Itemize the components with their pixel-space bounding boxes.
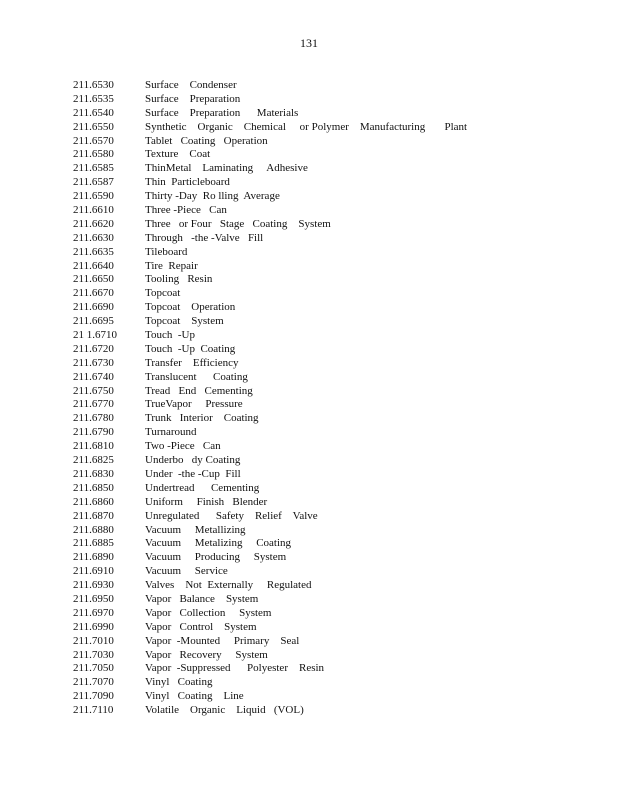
section-number: 211.6730 (73, 356, 114, 369)
defined-term: Tileboard (145, 245, 188, 258)
section-number: 211.6870 (73, 509, 114, 522)
section-number: 211.6910 (73, 565, 114, 578)
section-number: 211.6670 (73, 287, 114, 300)
defined-term: Tablet Coating Operation (145, 134, 268, 147)
list-item (73, 426, 593, 440)
page-number: 131 (300, 36, 318, 50)
list-item (73, 343, 593, 357)
section-number: 211.6585 (73, 162, 114, 175)
section-number: 211.7050 (73, 662, 114, 675)
defined-term: Vapor Collection System (145, 606, 272, 619)
section-number: 211.6970 (73, 606, 114, 619)
section-number: 211.6770 (73, 398, 114, 411)
defined-term: Three -Piece Can (145, 204, 227, 217)
defined-term: Surface Preparation Materials (145, 106, 299, 119)
section-number: 211.7110 (73, 704, 114, 717)
defined-term: Tread End Cementing (145, 384, 253, 397)
list-item (73, 204, 593, 218)
list-item (73, 385, 593, 399)
section-number: 211.7010 (73, 634, 114, 647)
list-item (73, 537, 593, 551)
section-number: 211.6880 (73, 523, 114, 536)
defined-term: Valves Not Externally Regulated (145, 579, 312, 592)
list-item (73, 190, 593, 204)
list-item (73, 468, 593, 482)
list-item (73, 649, 593, 663)
list-item (73, 162, 593, 176)
defined-term: Vapor Balance System (145, 592, 259, 605)
list-item (73, 329, 593, 343)
list-item (73, 260, 593, 274)
defined-term: Vacuum Service (145, 565, 228, 578)
section-number: 211.6810 (73, 440, 114, 453)
defined-term: Topcoat (145, 287, 181, 300)
defined-term: Topcoat System (145, 315, 224, 328)
list-item (73, 510, 593, 524)
section-number: 211.6990 (73, 620, 114, 633)
defined-term: Surface Condenser (145, 79, 237, 91)
section-number: 211.6790 (73, 426, 114, 439)
section-number: 211.6830 (73, 467, 114, 480)
list-item (73, 621, 593, 635)
section-number: 211.6720 (73, 342, 114, 355)
defined-term: Thin Particleboard (145, 176, 230, 189)
defined-term: Vapor Recovery System (145, 648, 268, 661)
list-item (73, 704, 593, 718)
section-number: 21 1.6710 (73, 329, 117, 342)
list-item (73, 273, 593, 287)
list-item (73, 690, 593, 704)
section-number: 211.6590 (73, 190, 114, 203)
defined-term: Three or Four Stage Coating System (145, 217, 331, 230)
list-item (73, 371, 593, 385)
section-number: 211.6550 (73, 120, 114, 133)
section-number: 211.6890 (73, 551, 114, 564)
defined-term: Synthetic Organic Chemical or Polymer Manufacturing Plant (145, 120, 468, 133)
list-item (73, 662, 593, 676)
section-number: 211.6635 (73, 245, 114, 258)
section-number: 211.7090 (73, 690, 114, 703)
defined-term: Trunk Interior Coating (145, 412, 259, 425)
defined-term: Unregulated Safety Relief Valve (145, 509, 318, 522)
list-item (73, 607, 593, 621)
section-number: 211.6610 (73, 204, 114, 217)
defined-term: Vapor Control System (145, 620, 257, 633)
list-item (73, 496, 593, 510)
list-item (73, 232, 593, 246)
defined-term: Vacuum Metalizing Coating (145, 537, 292, 550)
list-item (73, 246, 593, 260)
section-number: 211.6885 (73, 537, 114, 550)
defined-term: TrueVapor Pressure (145, 398, 243, 411)
list-item (73, 440, 593, 454)
defined-term: Underbo dy Coating (145, 454, 241, 467)
section-number: 211.6620 (73, 217, 114, 230)
list-item (73, 315, 593, 329)
section-number: 211.6690 (73, 301, 114, 314)
defined-term: Thirty -Day Ro lling Average (145, 190, 280, 203)
section-number: 211.6570 (73, 134, 114, 147)
section-number: 211.6750 (73, 384, 114, 397)
list-item (73, 412, 593, 426)
defined-term: Undertread Cementing (145, 481, 260, 494)
list-item (73, 454, 593, 468)
list-item (73, 287, 593, 301)
list-item (73, 176, 593, 190)
defined-term: Vacuum Metallizing (145, 523, 246, 536)
defined-term: Vapor -Suppressed Polyester Resin (145, 662, 325, 675)
defined-term: Texture Coat (145, 148, 211, 161)
defined-term: Vinyl Coating Line (145, 690, 244, 703)
defined-term: Translucent Coating (145, 370, 248, 383)
section-number: 211.6587 (73, 176, 114, 189)
list-item (73, 218, 593, 232)
list-item (73, 579, 593, 593)
list-item (73, 593, 593, 607)
section-number: 211.6650 (73, 273, 114, 286)
definition-list (73, 79, 593, 718)
defined-term: Vacuum Producing System (145, 551, 287, 564)
defined-term: Surface Preparation (145, 92, 241, 105)
section-number: 211.6540 (73, 106, 114, 119)
section-number: 211.6630 (73, 231, 114, 244)
defined-term: Under -the -Cup Fill (145, 467, 241, 480)
list-item (73, 148, 593, 162)
defined-term: Tooling Resin (145, 273, 213, 286)
section-number: 211.6780 (73, 412, 114, 425)
list-item (73, 135, 593, 149)
defined-term: Topcoat Operation (145, 301, 236, 314)
list-item (73, 301, 593, 315)
defined-term: Vapor -Mounted Primary Seal (145, 634, 300, 647)
defined-term: Turnaround (145, 426, 197, 439)
list-item (73, 635, 593, 649)
defined-term: Volatile Organic Liquid (VOL) (145, 704, 304, 717)
list-item (73, 482, 593, 496)
list-item (73, 551, 593, 565)
defined-term: Uniform Finish Blender (145, 495, 268, 508)
section-number: 211.6530 (73, 79, 114, 91)
list-item (73, 398, 593, 412)
list-item (73, 107, 593, 121)
defined-term: Touch -Up Coating (145, 342, 236, 355)
list-item (73, 93, 593, 107)
list-item (73, 121, 593, 135)
section-number: 211.6580 (73, 148, 114, 161)
section-number: 211.6695 (73, 315, 114, 328)
defined-term: Vinyl Coating (145, 676, 213, 689)
list-item (73, 676, 593, 690)
defined-term: Transfer Efficiency (145, 356, 239, 369)
list-item (73, 79, 593, 93)
section-number: 211.6850 (73, 481, 114, 494)
defined-term: Tire Repair (145, 259, 198, 272)
list-item (73, 524, 593, 538)
defined-term: Through -the -Valve Fill (145, 231, 264, 244)
section-number: 211.6640 (73, 259, 114, 272)
section-number: 211.6860 (73, 495, 114, 508)
defined-term: Two -Piece Can (145, 440, 221, 453)
defined-term: ThinMetal Laminating Adhesive (145, 162, 308, 175)
section-number: 211.7070 (73, 676, 114, 689)
section-number: 211.6930 (73, 579, 114, 592)
list-item (73, 357, 593, 371)
section-number: 211.7030 (73, 648, 114, 661)
section-number: 211.6535 (73, 92, 114, 105)
section-number: 211.6950 (73, 592, 114, 605)
defined-term: Touch -Up (145, 329, 195, 342)
section-number: 211.6740 (73, 370, 114, 383)
section-number: 211.6825 (73, 454, 114, 467)
list-item (73, 565, 593, 579)
